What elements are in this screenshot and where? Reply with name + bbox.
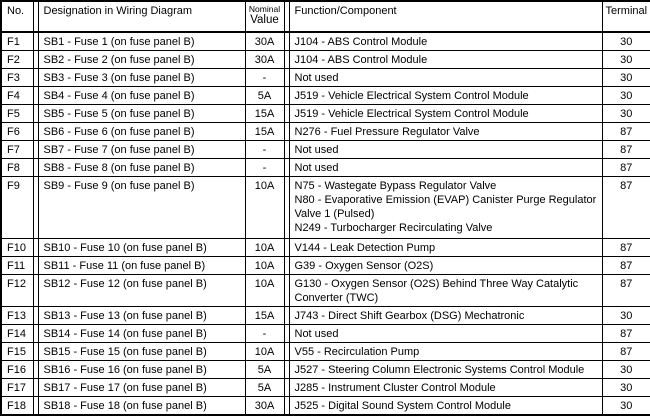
- function-line: G39 - Oxygen Sensor (O2S): [294, 260, 434, 272]
- fuse-terminal: 87: [602, 257, 650, 275]
- fuse-designation: SB4 - Fuse 4 (on fuse panel B): [38, 87, 245, 105]
- fuse-nominal-value: 15A: [245, 123, 284, 141]
- fuse-nominal-value: 5A: [245, 87, 284, 105]
- fuse-terminal: 87: [602, 141, 650, 159]
- fuse-no: F1: [1, 32, 33, 51]
- fuse-nominal-value: 10A: [245, 343, 284, 361]
- fuse-nominal-value: 30A: [245, 397, 284, 416]
- fuse-no: F4: [1, 87, 33, 105]
- fuse-function: [289, 379, 602, 397]
- fuse-terminal: 87: [602, 275, 650, 307]
- fuse-function: [289, 69, 602, 87]
- fuse-terminal: 30: [602, 361, 650, 379]
- fuse-function: [289, 141, 602, 159]
- table-row-f4: [1, 87, 650, 105]
- fuse-designation: SB11 - Fuse 11 (on fuse panel B): [38, 257, 245, 275]
- fuse-function: [289, 343, 602, 361]
- fuse-terminal: 30: [602, 379, 650, 397]
- fuse-nominal-value: -: [245, 159, 284, 177]
- fuse-terminal: 87: [602, 343, 650, 361]
- table-row-f6: [1, 123, 650, 141]
- fuse-nominal-value: 5A: [245, 379, 284, 397]
- fuse-no: F17: [1, 379, 33, 397]
- fuse-designation: SB13 - Fuse 13 (on fuse panel B): [38, 307, 245, 325]
- function-line: N276 - Fuel Pressure Regulator Valve: [294, 126, 480, 138]
- table-row-f1: [1, 32, 650, 51]
- fuse-no: F12: [1, 275, 33, 307]
- function-line: Not used: [294, 328, 339, 340]
- fuse-designation: SB9 - Fuse 9 (on fuse panel B): [38, 177, 245, 239]
- fuse-no: F10: [1, 239, 33, 257]
- table-row-f10: [1, 239, 650, 257]
- fuse-nominal-value: 15A: [245, 307, 284, 325]
- fuse-terminal: 30: [602, 51, 650, 69]
- table-row-f7: [1, 141, 650, 159]
- fuse-designation: SB17 - Fuse 17 (on fuse panel B): [38, 379, 245, 397]
- fuse-designation: SB7 - Fuse 7 (on fuse panel B): [38, 141, 245, 159]
- function-line: V55 - Recirculation Pump: [294, 346, 420, 358]
- header-terminal: Terminal: [602, 1, 650, 32]
- fuse-function: [289, 105, 602, 123]
- fuse-table-body: [1, 1, 650, 415]
- table-row-f8: [1, 159, 650, 177]
- fuse-function: [289, 32, 602, 51]
- fuse-terminal: 87: [602, 159, 650, 177]
- fuse-designation: SB10 - Fuse 10 (on fuse panel B): [38, 239, 245, 257]
- fuse-no: F3: [1, 69, 33, 87]
- fuse-function: [289, 177, 602, 239]
- table-row-f3: [1, 69, 650, 87]
- fuse-function: [289, 275, 602, 307]
- fuse-designation: SB8 - Fuse 8 (on fuse panel B): [38, 159, 245, 177]
- header-nominal-value: [245, 1, 284, 32]
- fuse-designation: SB15 - Fuse 15 (on fuse panel B): [38, 343, 245, 361]
- function-line: V144 - Leak Detection Pump: [294, 242, 436, 254]
- fuse-nominal-value: 10A: [245, 257, 284, 275]
- function-line: J743 - Direct Shift Gearbox (DSG) Mechatronic: [294, 310, 525, 322]
- fuse-terminal: 30: [602, 87, 650, 105]
- fuse-function: [289, 51, 602, 69]
- table-row-f17: [1, 379, 650, 397]
- function-line: N80 - Evaporative Emission (EVAP) Canister Purge Regulator Valve 1 (Pulsed): [294, 194, 597, 220]
- fuse-designation: SB3 - Fuse 3 (on fuse panel B): [38, 69, 245, 87]
- fuse-designation: SB16 - Fuse 16 (on fuse panel B): [38, 361, 245, 379]
- function-line: G130 - Oxygen Sensor (O2S) Behind Three Way Catalytic Converter (TWC): [294, 278, 579, 304]
- fuse-no: F13: [1, 307, 33, 325]
- function-line: J104 - ABS Control Module: [294, 54, 428, 66]
- function-line: Not used: [294, 162, 339, 174]
- fuse-no: F5: [1, 105, 33, 123]
- fuse-terminal: 87: [602, 177, 650, 239]
- fuse-function: [289, 239, 602, 257]
- fuse-terminal: 30: [602, 105, 650, 123]
- fuse-no: F16: [1, 361, 33, 379]
- fuse-nominal-value: 30A: [245, 32, 284, 51]
- table-row-f16: [1, 361, 650, 379]
- fuse-terminal: 87: [602, 325, 650, 343]
- fuse-no: F2: [1, 51, 33, 69]
- fuse-terminal: 30: [602, 397, 650, 416]
- fuse-designation: SB14 - Fuse 14 (on fuse panel B): [38, 325, 245, 343]
- header-no: No.: [1, 1, 33, 32]
- fuse-nominal-value: 10A: [245, 239, 284, 257]
- fuse-terminal: 30: [602, 69, 650, 87]
- fuse-designation: SB1 - Fuse 1 (on fuse panel B): [38, 32, 245, 51]
- fuse-designation: SB12 - Fuse 12 (on fuse panel B): [38, 275, 245, 307]
- fuse-function: [289, 397, 602, 416]
- table-row-f14: [1, 325, 650, 343]
- fuse-function: [289, 257, 602, 275]
- fuse-terminal: 87: [602, 239, 650, 257]
- fuse-function: [289, 307, 602, 325]
- fuse-nominal-value: 5A: [245, 361, 284, 379]
- table-header-row: [1, 1, 650, 32]
- fuse-terminal: 30: [602, 307, 650, 325]
- fuse-no: F14: [1, 325, 33, 343]
- table-row-f5: [1, 105, 650, 123]
- fuse-nominal-value: -: [245, 69, 284, 87]
- fuse-designation: SB6 - Fuse 6 (on fuse panel B): [38, 123, 245, 141]
- table-row-f11: [1, 257, 650, 275]
- header-nominal-line1: Nominal: [248, 4, 281, 14]
- table-row-f9: [1, 177, 650, 239]
- function-line: J104 - ABS Control Module: [294, 36, 428, 48]
- fuse-no: F11: [1, 257, 33, 275]
- fuse-function: [289, 123, 602, 141]
- fuse-function: [289, 361, 602, 379]
- function-line: J285 - Instrument Cluster Control Module: [294, 382, 496, 394]
- function-line: J527 - Steering Column Electronic Systems Control Module: [294, 364, 585, 376]
- fuse-nominal-value: 15A: [245, 105, 284, 123]
- fuse-no: F6: [1, 123, 33, 141]
- table-row-f2: [1, 51, 650, 69]
- fuse-no: F15: [1, 343, 33, 361]
- table-row-f15: [1, 343, 650, 361]
- function-line: Not used: [294, 144, 339, 156]
- fuse-designation: SB2 - Fuse 2 (on fuse panel B): [38, 51, 245, 69]
- fuse-no: F9: [1, 177, 33, 239]
- table-row-f12: [1, 275, 650, 307]
- fuse-nominal-value: 10A: [245, 177, 284, 239]
- fuse-nominal-value: 10A: [245, 275, 284, 307]
- fuse-function: [289, 325, 602, 343]
- header-function: Function/Component: [289, 1, 602, 32]
- table-row-f13: [1, 307, 650, 325]
- fuse-nominal-value: 30A: [245, 51, 284, 69]
- fuse-no: F8: [1, 159, 33, 177]
- fuse-terminal: 87: [602, 123, 650, 141]
- header-nominal-line2: Value: [250, 14, 279, 26]
- function-line: N249 - Turbocharger Recirculating Valve: [294, 222, 493, 234]
- fuse-no: F7: [1, 141, 33, 159]
- function-line: J519 - Vehicle Electrical System Control Module: [294, 108, 529, 120]
- fuse-function: [289, 159, 602, 177]
- fuse-function: [289, 87, 602, 105]
- fuse-no: F18: [1, 397, 33, 416]
- fuse-nominal-value: -: [245, 325, 284, 343]
- function-line: J519 - Vehicle Electrical System Control Module: [294, 90, 529, 102]
- fuse-nominal-value: -: [245, 141, 284, 159]
- fuse-terminal: 30: [602, 32, 650, 51]
- fuse-designation: SB18 - Fuse 18 (on fuse panel B): [38, 397, 245, 416]
- function-line: J525 - Digital Sound System Control Module: [294, 400, 511, 412]
- function-line: N75 - Wastegate Bypass Regulator Valve: [294, 180, 497, 192]
- table-row-f18: [1, 397, 650, 416]
- header-designation: Designation in Wiring Diagram: [38, 1, 245, 32]
- fuse-designation: SB5 - Fuse 5 (on fuse panel B): [38, 105, 245, 123]
- function-line: Not used: [294, 72, 339, 84]
